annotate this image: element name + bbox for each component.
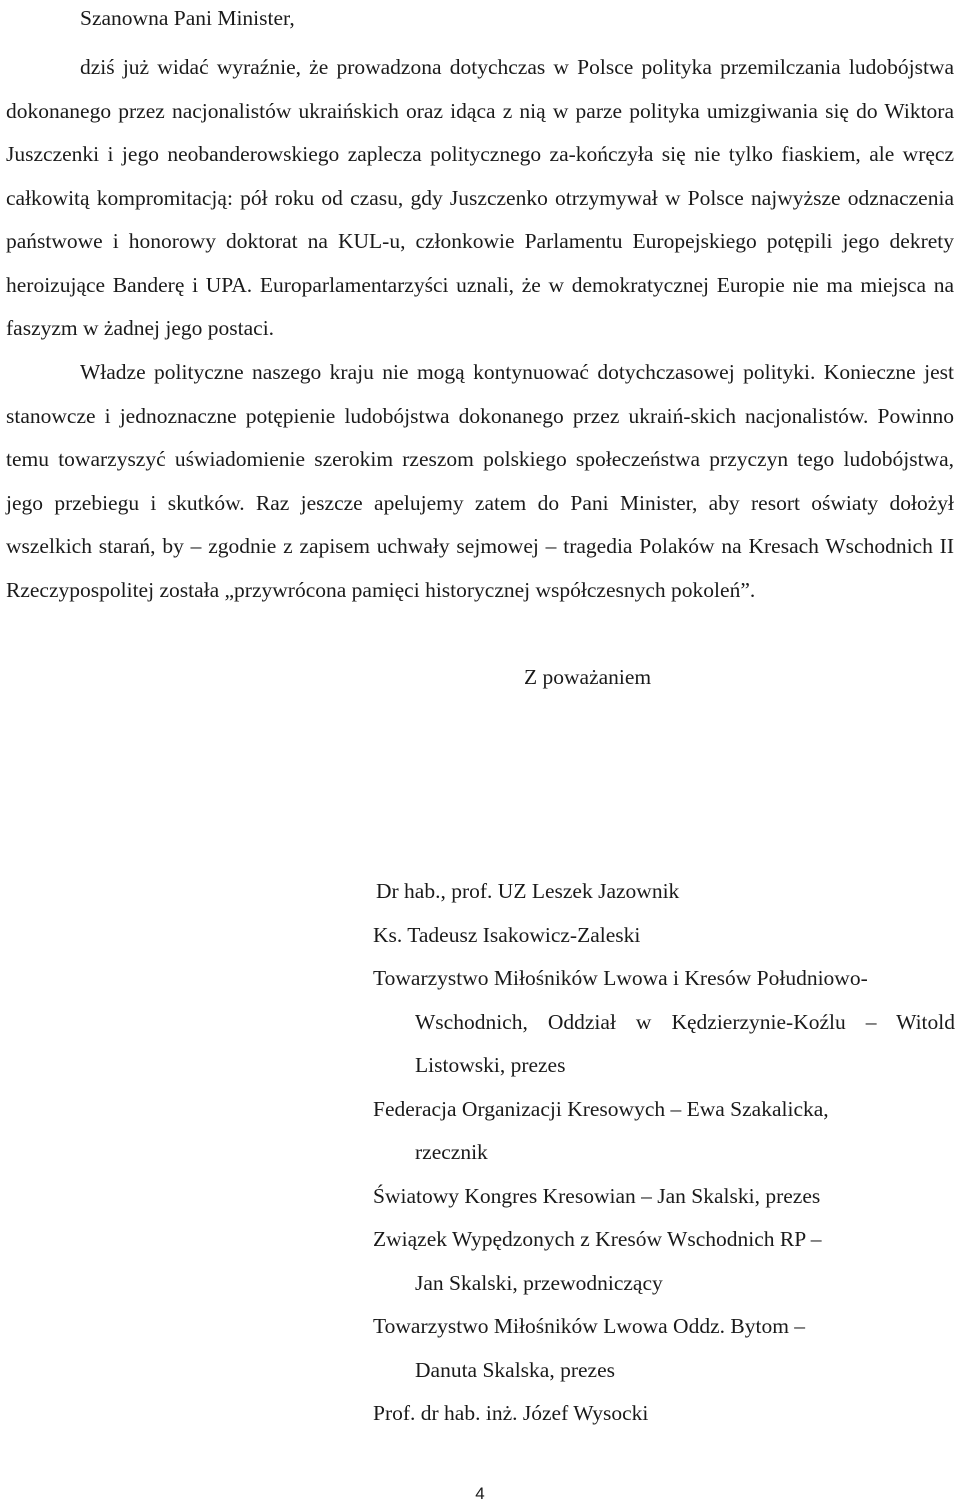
letter-closing: Z poważaniem xyxy=(524,665,652,689)
signatory-line: Związek Wypędzonych z Kresów Wschodnich RP – xyxy=(373,1227,822,1251)
page-number: 4 xyxy=(475,1484,485,1503)
signatory-line: Dr hab., prof. UZ Leszek Jazownik xyxy=(376,879,680,903)
signatory-item xyxy=(373,957,955,1088)
letter-paragraph-1 xyxy=(6,46,954,351)
letter-greeting: Szanowna Pani Minister, xyxy=(80,6,295,30)
signatory-item xyxy=(373,914,955,958)
signatory-line: Prof. dr hab. inż. Józef Wysocki xyxy=(373,1401,649,1425)
signatory-continuation: Jan Skalski, przewodniczący xyxy=(415,1270,663,1295)
signatory-continuation: Wschodnich, Oddział w Kędzierzynie-Koźlu – Witold Listowski, prezes xyxy=(415,1009,955,1077)
signatory-line: Ks. Tadeusz Isakowicz-Zaleski xyxy=(373,922,641,947)
signatory-line: Światowy Kongres Kresowian – Jan Skalski, prezes xyxy=(373,1183,821,1208)
paragraph-1-text: dziś już widać wyraźnie, że prowadzona dotychczas w Polsce polityka przemilczania ludobójstwa dokonanego przez nacjonalistów ukraińskich oraz idąca z nią w parze polityka umizgiwania się do Wiktora Juszczenki i jego neobanderowskiego zaplecza politycznego za-kończyła się nie tylko fiaskiem, ale wręcz całkowitą kompromitacją: pół roku od czasu, gdy Juszczenko otrzymywał w Polsce najwyższe odznaczenia państwowe i honorowy doktorat na KUL-u, członkowie Parlamentu Europejskiego potępili jego dekrety heroizujące Banderę i UPA. Europarlamentarzyści uznali, że w demokratycznej Europie nie ma miejsca na faszyzm w żadnej jego postaci. xyxy=(6,55,954,340)
signatory-item xyxy=(373,1218,955,1305)
signatory-line: Towarzystwo Miłośników Lwowa Oddz. Bytom – xyxy=(373,1314,806,1338)
signatory-line: Towarzystwo Miłośników Lwowa i Kresów Południowo- xyxy=(373,966,868,990)
signatory-item xyxy=(373,1305,955,1392)
signatory-item xyxy=(373,1088,955,1175)
signatories-list xyxy=(373,870,955,1436)
signatory-line: Federacja Organizacji Kresowych – Ewa Szakalicka, xyxy=(373,1096,829,1121)
signatory-continuation: rzecznik xyxy=(415,1140,488,1164)
letter-paragraph-2 xyxy=(6,351,954,612)
signatory-item xyxy=(373,870,955,914)
paragraph-2-text: Władze polityczne naszego kraju nie mogą kontynuować dotychczasowej polityki. Konieczne jest stanowcze i jednoznaczne potępienie ludobójstwa dokonanego przez ukraiń-skich nacjonalistów. Powinno temu towarzyszyć uświadomienie szerokim rzeszom polskiego społeczeństwa przyczyn tego ludobójstwa, jego przebiegu i skutków. Raz jeszcze apelujemy zatem do Pani Minister, aby resort oświaty dołożył wszelkich starań, by – zgodnie z zapisem uchwały sejmowej – tragedia Polaków na Kresach Wschodnich II Rzeczypospolitej została „przywrócona pamięci historycznej współczesnych pokoleń”. xyxy=(6,360,954,602)
signatory-item xyxy=(373,1175,955,1219)
signatory-item xyxy=(373,1392,955,1436)
signatory-continuation: Danuta Skalska, prezes xyxy=(415,1357,615,1382)
